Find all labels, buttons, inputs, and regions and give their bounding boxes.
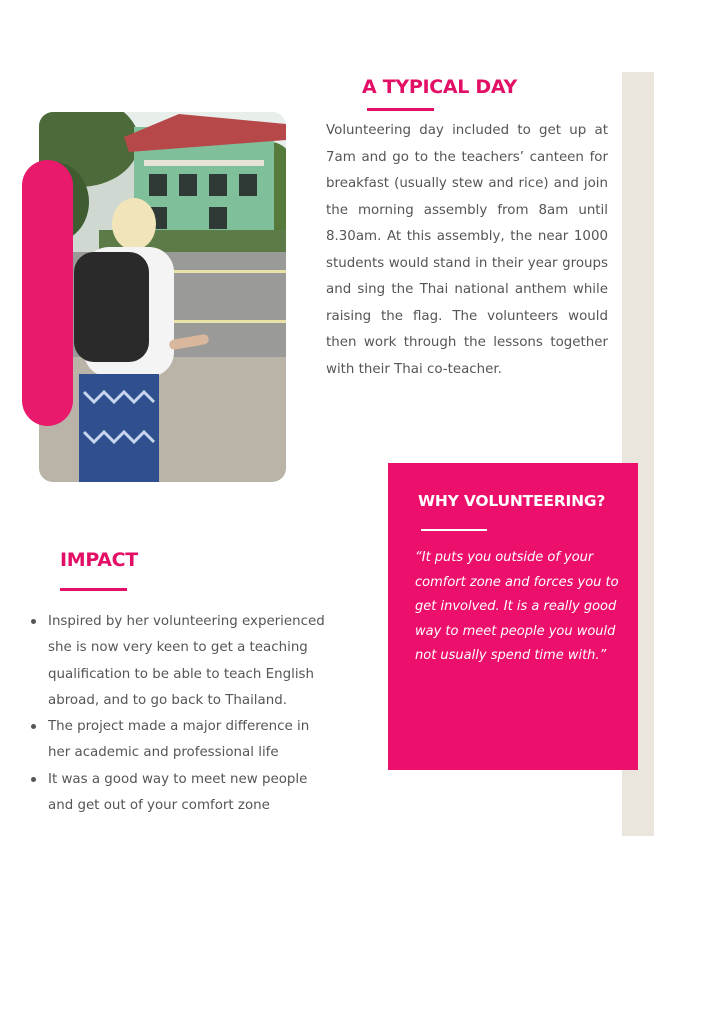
why-volunteering-box xyxy=(388,463,638,770)
impact-underline xyxy=(60,588,127,591)
why-volunteering-underline xyxy=(421,529,487,531)
why-volunteering-heading: WHY VOLUNTEERING? xyxy=(418,492,606,510)
impact-list-item: Inspired by her volunteering experienced she is now very keen to get a teaching qualification to be able to teach English abroad, and to go back to Thailand. xyxy=(26,609,326,714)
typical-day-heading: A TYPICAL DAY xyxy=(362,76,517,98)
decorative-pink-pill xyxy=(22,160,73,426)
impact-heading: IMPACT xyxy=(60,549,138,571)
typical-day-body: Volunteering day included to get up at 7am and go to the teachers’ canteen for breakfast (usually stew and rice) and join the morning assembly from 8am until 8.30am. At this assembly, the near 1000 students would stand in their year groups and sing the Thai national anthem while raising the flag. The volunteers would then work through the lessons together with their Thai co-teacher. xyxy=(326,123,608,377)
impact-list-item: The project made a major difference in her academic and professional life xyxy=(26,714,326,767)
impact-list-item: It was a good way to meet new people and get out of your comfort zone xyxy=(26,767,326,820)
why-volunteering-quote: “It puts you outside of your comfort zone and forces you to get involved. It is a really good way to meet people you would not usually spend time with.” xyxy=(415,550,619,664)
typical-day-underline xyxy=(367,108,434,111)
volunteer-photo xyxy=(39,112,286,482)
impact-list xyxy=(26,609,326,819)
volunteer-photo-illustration xyxy=(39,112,286,482)
